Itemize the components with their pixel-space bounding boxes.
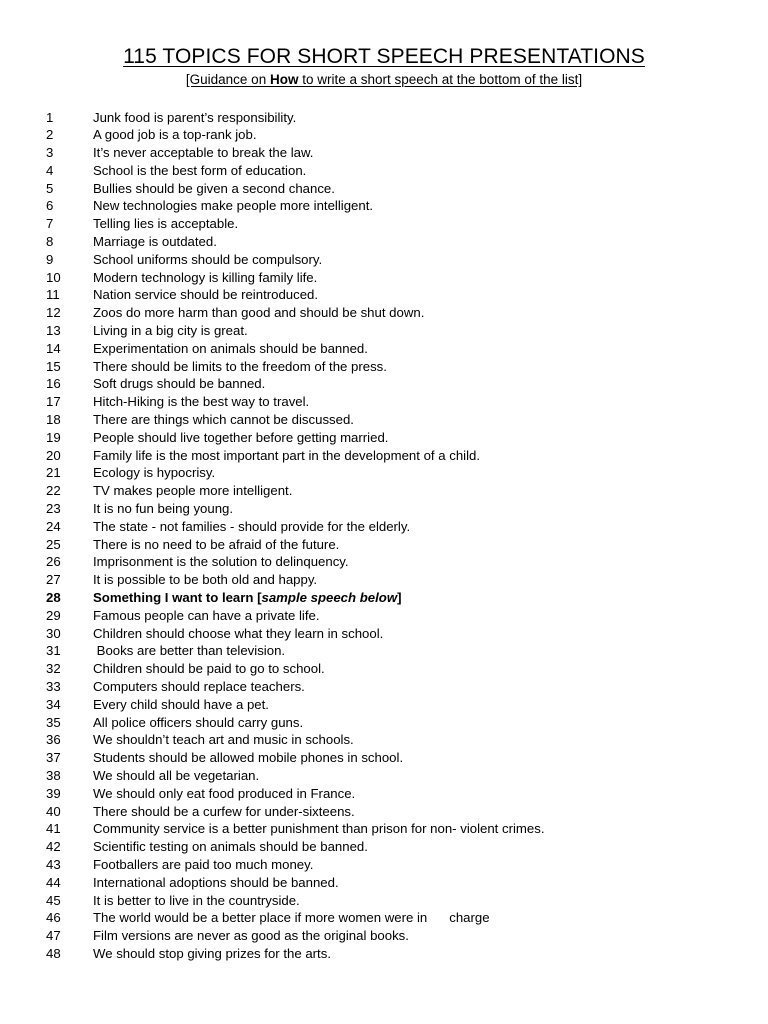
topic-text <box>93 109 296 127</box>
topic-text <box>93 909 490 927</box>
topic-row <box>0 180 768 198</box>
topic-text-main: Famous people can have a private life. <box>93 607 320 623</box>
topic-text-main: The state - not families - should provide for the elderly. <box>93 518 411 534</box>
topic-text <box>93 927 409 945</box>
topic-text-main: Scientific testing on animals should be banned. <box>93 839 368 855</box>
topic-text <box>93 589 402 607</box>
subtitle-suffix: to write a short speech at the bottom of the list] <box>298 72 583 87</box>
topic-text-main: Community service is a better punishment than prison for non- violent crimes. <box>93 821 545 837</box>
topic-text-main: It’s never acceptable to break the law. <box>93 145 314 161</box>
topic-text <box>93 464 215 482</box>
topic-text-main: Children should choose what they learn in school. <box>93 625 384 641</box>
topic-text <box>93 304 424 322</box>
topic-row <box>0 803 768 821</box>
topic-text <box>93 251 322 269</box>
topic-text-main: There should be a curfew for under-sixteens. <box>93 803 355 819</box>
topic-text <box>93 126 257 144</box>
topic-row <box>0 447 768 465</box>
topic-row <box>0 589 768 607</box>
topic-row <box>0 696 768 714</box>
topic-number: 45 <box>46 892 61 908</box>
topic-text <box>93 482 292 500</box>
topic-text <box>93 518 410 536</box>
topic-number: 8 <box>46 234 54 250</box>
topic-row <box>0 909 768 927</box>
topic-number: 2 <box>46 127 54 143</box>
topic-text-main: Bullies should be given a second chance. <box>93 180 335 196</box>
topic-row <box>0 838 768 856</box>
topic-row <box>0 714 768 732</box>
topic-row <box>0 500 768 518</box>
topic-text-main: Zoos do more harm than good and should be shut down. <box>93 305 425 321</box>
topic-row <box>0 625 768 643</box>
topic-row <box>0 571 768 589</box>
topic-number: 19 <box>46 429 61 445</box>
topic-text <box>93 660 325 678</box>
topic-text <box>93 393 309 411</box>
topic-row <box>0 109 768 127</box>
topic-text-main: Footballers are paid too much money. <box>93 856 314 872</box>
subtitle-bold-word: How <box>269 72 299 87</box>
topic-text <box>93 286 318 304</box>
topic-number: 10 <box>46 269 61 285</box>
topic-text <box>93 607 320 625</box>
topic-number: 22 <box>46 483 61 499</box>
topic-number: 33 <box>46 679 61 694</box>
topic-text <box>93 803 355 821</box>
subtitle-prefix: [Guidance on <box>185 72 270 87</box>
topic-text-main: People should live together before getting married. <box>93 429 389 445</box>
topic-text <box>93 536 339 554</box>
topic-text <box>93 322 248 340</box>
topic-number: 21 <box>46 465 61 481</box>
topic-number: 25 <box>46 536 61 552</box>
topic-text <box>93 731 354 749</box>
topic-row <box>0 144 768 162</box>
topic-number: 42 <box>46 839 61 855</box>
topic-text <box>93 180 335 198</box>
topic-text-main: Telling lies is acceptable. <box>93 216 239 232</box>
topic-text-main: Modern technology is killing family life. <box>93 269 318 285</box>
topic-row <box>0 322 768 340</box>
topic-number: 46 <box>46 910 61 926</box>
topic-row <box>0 269 768 287</box>
topic-row <box>0 553 768 571</box>
topic-row <box>0 874 768 892</box>
topic-row <box>0 375 768 393</box>
topic-number: 5 <box>46 180 54 196</box>
topic-number: 47 <box>46 928 61 944</box>
topic-number: 48 <box>46 945 61 961</box>
topic-text-main: Computers should replace teachers. <box>93 679 305 694</box>
topic-number: 41 <box>46 821 61 837</box>
topic-row <box>0 286 768 304</box>
topic-number: 6 <box>46 198 54 214</box>
topic-text <box>93 215 238 233</box>
topic-text <box>93 447 480 465</box>
topic-number: 27 <box>46 572 61 588</box>
topic-number: 17 <box>46 394 61 410</box>
topic-text-main: Hitch-Hiking is the best way to travel. <box>93 394 310 410</box>
topic-number: 18 <box>46 412 61 428</box>
topic-text <box>93 678 305 696</box>
topic-text-main: Something I want to learn [ <box>93 590 262 606</box>
topic-number: 12 <box>46 305 61 321</box>
topic-text-emphasis: sample speech below <box>261 590 398 606</box>
topic-text <box>93 625 383 643</box>
topic-row <box>0 660 768 678</box>
topic-text <box>93 785 355 803</box>
topic-text-main: Junk food is parent’s responsibility. <box>93 109 297 125</box>
topic-text <box>93 874 339 892</box>
topic-text <box>93 892 300 910</box>
topic-text-main: It is no fun being young. <box>93 501 234 517</box>
topic-row <box>0 393 768 411</box>
topic-row <box>0 304 768 322</box>
topic-number: 23 <box>46 501 61 517</box>
topic-text-main: New technologies make people more intelligent. <box>93 198 374 214</box>
topic-text <box>93 571 317 589</box>
document-subtitle <box>0 71 768 89</box>
topic-text-main: Marriage is outdated. <box>93 234 217 250</box>
topic-row <box>0 233 768 251</box>
topic-text <box>93 945 331 963</box>
topic-text <box>93 856 313 874</box>
topic-text-main: Ecology is hypocrisy. <box>93 465 216 481</box>
topic-text <box>93 340 368 358</box>
topic-row <box>0 820 768 838</box>
document-title: 115 TOPICS FOR SHORT SPEECH PRESENTATIONS <box>123 45 645 68</box>
topic-text-main: Books are better than television. <box>93 643 286 659</box>
topic-number: 36 <box>46 732 61 748</box>
topic-text <box>93 820 545 838</box>
topic-text <box>93 500 233 518</box>
topic-row <box>0 945 768 963</box>
topic-row <box>0 892 768 910</box>
topic-row <box>0 162 768 180</box>
topic-text-main: School uniforms should be compulsory. <box>93 251 323 267</box>
topic-text-main: It is better to live in the countryside. <box>93 892 300 908</box>
topic-text <box>93 429 388 447</box>
topic-row <box>0 411 768 429</box>
topic-number: 9 <box>46 251 54 267</box>
topic-text <box>93 375 265 393</box>
topic-text-suffix: ] <box>397 590 402 606</box>
topic-number: 32 <box>46 661 61 677</box>
topic-text-main: There are things which cannot be discussed. <box>93 412 354 428</box>
topic-number: 29 <box>46 607 61 623</box>
topic-number: 37 <box>46 750 61 766</box>
topic-text-main: International adoptions should be banned. <box>93 874 339 890</box>
topic-text-main: Children should be paid to go to school. <box>93 661 325 677</box>
topic-text-main: Family life is the most important part in the development of a child. <box>93 447 481 463</box>
topic-text <box>93 358 387 376</box>
topic-text <box>93 714 303 732</box>
topic-number: 31 <box>46 643 61 659</box>
topic-row <box>0 251 768 269</box>
topic-number: 14 <box>46 340 61 356</box>
topic-text <box>93 696 269 714</box>
topic-text-main: Living in a big city is great. <box>93 323 248 339</box>
topic-list <box>0 109 768 963</box>
topic-row <box>0 749 768 767</box>
topic-text <box>93 233 217 251</box>
topic-text-main: Imprisonment is the solution to delinquency. <box>93 554 349 570</box>
topic-text-main: There should be limits to the freedom of the press. <box>93 358 387 374</box>
topic-number: 38 <box>46 767 61 783</box>
topic-row <box>0 358 768 376</box>
topic-number: 4 <box>46 162 54 178</box>
topic-text-main: Nation service should be reintroduced. <box>93 287 319 303</box>
topic-text <box>93 749 403 767</box>
topic-text-main: We should only eat food produced in France. <box>93 785 356 801</box>
topic-row <box>0 927 768 945</box>
topic-row <box>0 429 768 447</box>
topic-text <box>93 411 354 429</box>
topic-number: 3 <box>46 145 54 161</box>
topic-row <box>0 856 768 874</box>
topic-text <box>93 642 285 660</box>
topic-number: 15 <box>46 358 61 374</box>
topic-text-main: All police officers should carry guns. <box>93 714 304 730</box>
topic-text-main: TV makes people more intelligent. <box>93 483 293 499</box>
topic-number: 16 <box>46 376 61 392</box>
topic-row <box>0 678 768 696</box>
topic-number: 13 <box>46 323 61 339</box>
topic-text-main: Film versions are never as good as the original books. <box>93 928 409 944</box>
topic-text <box>93 553 349 571</box>
topic-text-main: School is the best form of education. <box>93 162 307 178</box>
topic-number: 1 <box>46 109 54 125</box>
topic-number: 34 <box>46 696 61 712</box>
topic-text <box>93 767 259 785</box>
topic-number: 44 <box>46 874 61 890</box>
topic-text-main: Students should be allowed mobile phones in school. <box>93 750 404 766</box>
topic-text <box>93 838 368 856</box>
topic-number: 43 <box>46 856 61 872</box>
topic-text-main: Soft drugs should be banned. <box>93 376 266 392</box>
topic-text <box>93 162 306 180</box>
topic-row <box>0 518 768 536</box>
topic-number: 11 <box>46 287 60 303</box>
topic-number: 40 <box>46 803 61 819</box>
topic-number: 26 <box>46 554 61 570</box>
topic-text <box>93 197 373 215</box>
topic-row <box>0 642 768 660</box>
topic-number: 35 <box>46 714 61 730</box>
topic-number: 28 <box>46 590 61 606</box>
topic-row <box>0 785 768 803</box>
topic-text-main: Every child should have a pet. <box>93 696 269 712</box>
topic-row <box>0 607 768 625</box>
topic-number: 7 <box>46 216 54 232</box>
topic-row <box>0 126 768 144</box>
topic-text-main: We should all be vegetarian. <box>93 767 260 783</box>
topic-text-main: A good job is a top-rank job. <box>93 127 257 143</box>
topic-text-main: It is possible to be both old and happy. <box>93 572 318 588</box>
topic-row <box>0 482 768 500</box>
topic-text <box>93 144 313 162</box>
topic-row <box>0 340 768 358</box>
topic-number: 20 <box>46 447 61 463</box>
topic-text-main: We shouldn’t teach art and music in schools. <box>93 732 354 748</box>
topic-text <box>93 269 317 287</box>
topic-text-main: We should stop giving prizes for the arts. <box>93 945 331 961</box>
topic-text-main: There is no need to be afraid of the future. <box>93 536 340 552</box>
topic-row <box>0 215 768 233</box>
topic-text-main: The world would be a better place if more women were in charge <box>93 910 490 926</box>
topic-row <box>0 767 768 785</box>
topic-row <box>0 731 768 749</box>
topic-number: 24 <box>46 518 61 534</box>
topic-row <box>0 197 768 215</box>
topic-row <box>0 536 768 554</box>
topic-number: 30 <box>46 625 61 641</box>
topic-number: 39 <box>46 785 61 801</box>
topic-row <box>0 464 768 482</box>
topic-text-main: Experimentation on animals should be banned. <box>93 340 368 356</box>
